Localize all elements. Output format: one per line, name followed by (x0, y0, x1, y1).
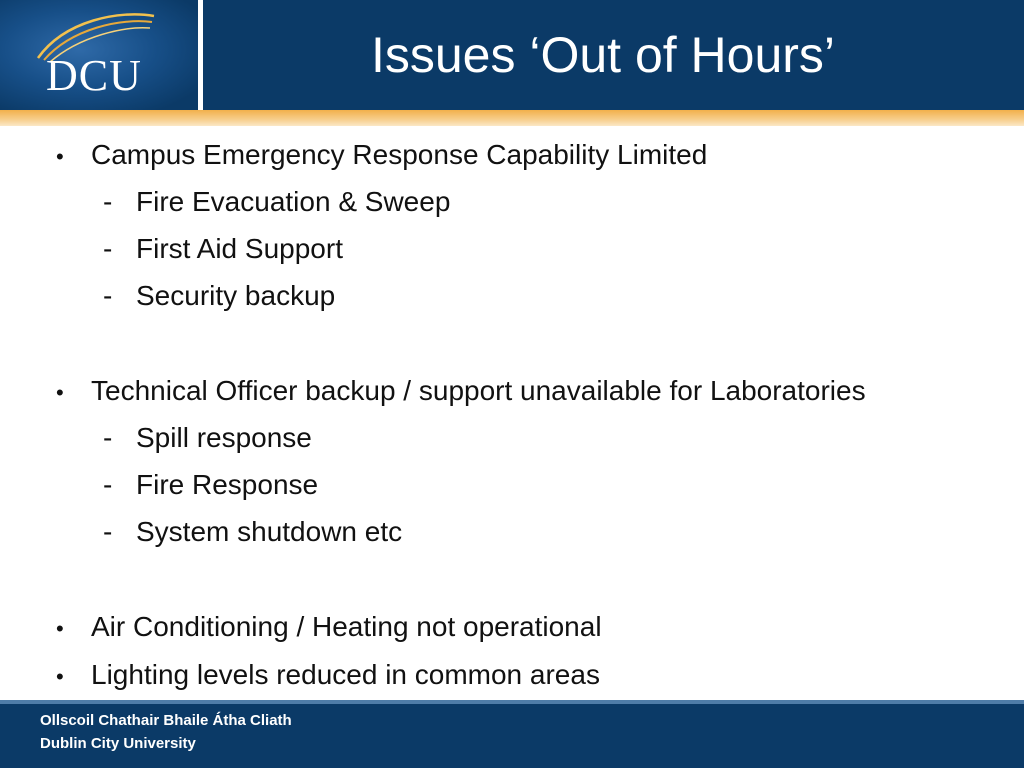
sub-item: System shutdown etc (136, 516, 403, 547)
slide-footer (0, 700, 1024, 768)
bullet-dot: • (56, 616, 64, 641)
dash-marker: - (103, 233, 113, 264)
bullet-item: Air Conditioning / Heating not operational (91, 611, 602, 642)
gold-accent-bar (0, 110, 1024, 126)
dash-marker: - (103, 280, 113, 311)
sub-item: Spill response (136, 422, 312, 453)
bullet-item: Lighting levels reduced in common areas (91, 659, 600, 690)
sub-item: Security backup (136, 280, 336, 311)
footer-english-name: Dublin City University (40, 735, 196, 752)
slide-title: Issues ‘Out of Hours’ (370, 27, 836, 83)
dash-marker: - (103, 516, 113, 547)
dash-marker: - (103, 469, 113, 500)
dash-marker: - (103, 186, 113, 217)
dcu-logo (0, 0, 198, 110)
bullet-dot: • (56, 664, 64, 689)
dash-marker: - (103, 422, 113, 453)
logo-text: DCU (46, 51, 142, 100)
sub-item: Fire Evacuation & Sweep (136, 186, 451, 217)
sub-item: Fire Response (136, 469, 319, 500)
bullet-item: Campus Emergency Response Capability Limited (91, 139, 708, 170)
bullet-dot: • (56, 144, 64, 169)
slide-header (0, 0, 1024, 110)
bullet-item: Technical Officer backup / support unavailable for Laboratories (91, 375, 866, 406)
sub-item: First Aid Support (136, 233, 343, 264)
bullet-dot: • (56, 380, 64, 405)
footer-irish-name: Ollscoil Chathair Bhaile Átha Cliath (40, 712, 292, 729)
